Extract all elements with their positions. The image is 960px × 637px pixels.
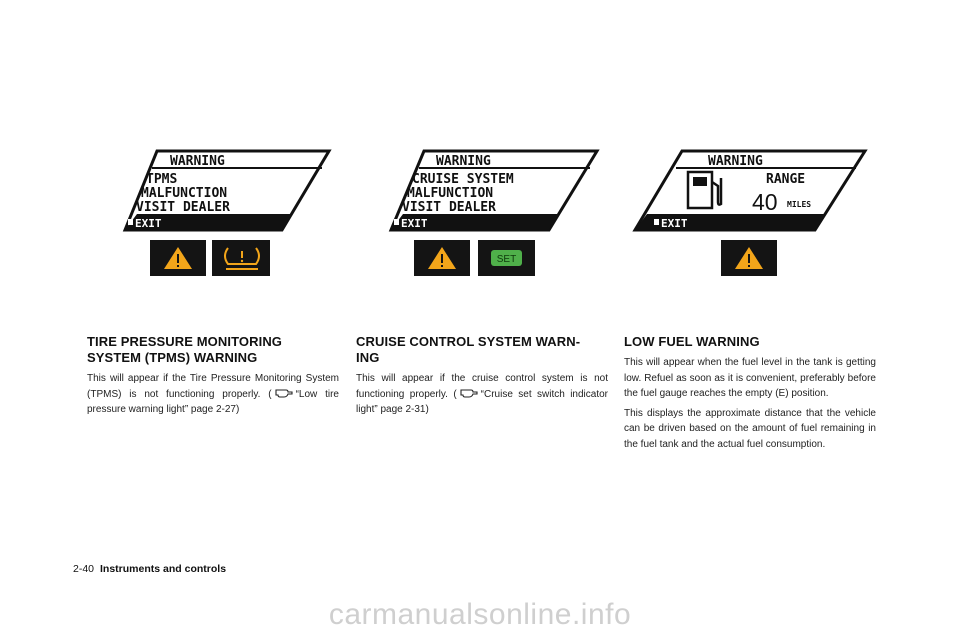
cruise-indicator-row: [414, 240, 536, 276]
display-line-3: VISIT DEALER: [136, 200, 230, 215]
range-unit: MILES: [787, 200, 812, 209]
reference-link[interactable]: “Low tire pressure warning light” page 2-27): [87, 388, 339, 416]
exit-label: EXIT: [661, 217, 688, 230]
section-title: LOW FUEL WARNING: [624, 334, 760, 349]
display-header: WARNING: [170, 154, 225, 169]
exit-arrow-icon: [394, 219, 399, 225]
tpms-section: [87, 334, 339, 422]
reference-pointer-icon: [459, 387, 479, 399]
display-line-1: CRUISE SYSTEM: [412, 172, 514, 187]
fuel-section: [624, 334, 876, 457]
tpms-indicator-row: [150, 240, 272, 276]
display-line-3: VISIT DEALER: [402, 200, 496, 215]
display-header: WARNING: [708, 154, 763, 169]
fuel-indicator-row: [721, 240, 777, 276]
section-title: TIRE PRESSURE MONITORING SYSTEM (TPMS) WARNING: [87, 334, 283, 365]
cruise-section: [356, 334, 608, 422]
section-paragraph-2: This displays the approximate distance that the vehicle can be driven based on the amount of fuel remaining in the fuel tank and the actual fuel consumption.: [624, 407, 876, 450]
reference-link[interactable]: “Cruise set switch indicator light” page 2-31): [356, 388, 609, 416]
reference-pointer-icon: [274, 387, 294, 399]
display-header: WARNING: [436, 154, 491, 169]
set-label: SET: [496, 254, 517, 265]
exit-arrow-icon: [654, 219, 659, 225]
exit-label: EXIT: [135, 217, 162, 230]
exit-arrow-icon: [128, 219, 133, 225]
page-number: 2-40: [73, 563, 95, 575]
fuel-warning-display: [632, 148, 868, 233]
section-body: This will appear if the cruise control system is not functioning properly. ( “Cruise set switch indicator light” page 2-31): [356, 373, 609, 416]
section-body: This will appear if the Tire Pressure Monitoring System (TPMS) is not functioning properly. ( “Low tire pressure warning light” page 2-27): [87, 373, 339, 416]
section-paragraph-1: This will appear when the fuel level in the tank is getting low. Refuel as soon as it is convenient, preferably before the fuel gauge reaches the empty (E) position.: [624, 357, 876, 400]
cruise-warning-display: [388, 148, 600, 233]
section-name: Instruments and controls: [100, 563, 227, 575]
range-label: RANGE: [766, 172, 806, 187]
display-line-1: TPMS: [146, 172, 178, 187]
range-value: 40: [752, 189, 778, 215]
page-footer: [73, 563, 226, 575]
exit-label: EXIT: [401, 217, 428, 230]
watermark: carmanualsonline.info: [328, 598, 632, 631]
display-line-2: MALFUNCTION: [407, 186, 494, 201]
display-line-2: MALFUNCTION: [141, 186, 228, 201]
tpms-warning-display: [122, 148, 332, 233]
section-title: CRUISE CONTROL SYSTEM WARN- ING: [356, 334, 581, 365]
